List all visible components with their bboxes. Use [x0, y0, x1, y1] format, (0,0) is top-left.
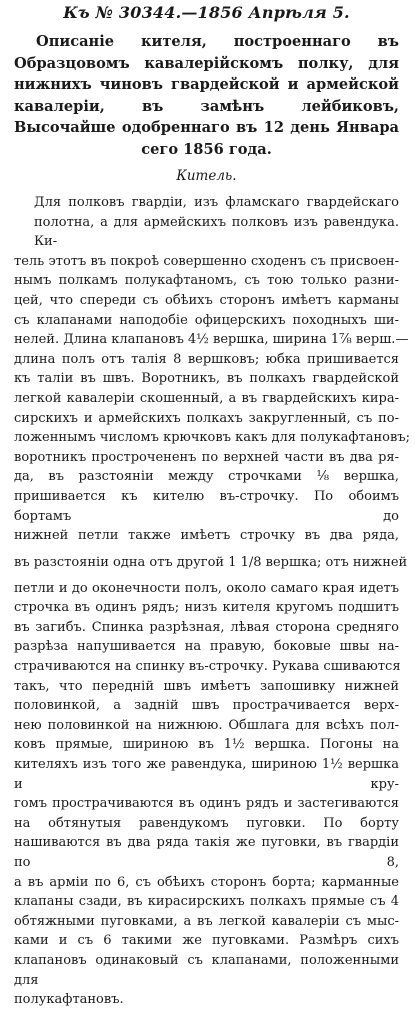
text-line: легкой кавалеріи скошенный, а въ гвардейскихъ кира- [14, 390, 399, 406]
document-header: Къ № 30344.—1856 Апрѣля 5. [63, 3, 350, 22]
text-line: къ таліи въ швъ. Воротникъ, въ полкахъ гвардейской [14, 371, 399, 387]
text-line: полукафтановъ. [14, 992, 124, 1008]
section-subtitle: Китель. [176, 168, 237, 184]
text-line: строчка въ одинъ рядъ; низъ кителя кругомъ подшитъ [14, 600, 399, 616]
text-line: тель этотъ въ покроѣ совершенно сходенъ съ присвоен- [14, 253, 399, 269]
text-line: а въ арміи по 6, съ обѣихъ сторонъ борта; карманные [14, 874, 399, 890]
text-line: въ разстояніи одна отъ другой 1 1/8 вершка; отъ нижней [14, 554, 408, 570]
text-line: нею половинкой на нижнюю. Обшлага для всѣхъ пол- [14, 717, 399, 733]
text-line: да, въ разстояніи между строчками ⅛ вершка, пришивается къ кителю въ-строчку. По обоимъ бортамъ до [14, 469, 399, 524]
text-line: цей, что спереди съ обѣихъ сторонъ имѣетъ карманы [14, 292, 399, 308]
text-line: нымъ полкамъ полукафтаномъ, съ тою только разни- [14, 273, 399, 289]
text-line: такъ, что передній швъ имѣетъ запошивку нижней половинкой, а задній швъ прострачивается верх- [14, 678, 399, 714]
document-body [14, 193, 410, 1010]
document-title: Описаніе кителя, построеннаго въ Образцовомъ кавалерійскомъ полку, для нижнихъ чиновъ гвардейской и армейской кавалеріи, въ замѣнъ лейбиковъ, Высочайше одобреннаго въ 12 день Январа сего 1856 года. [14, 33, 399, 158]
text-line: длина полъ отъ талія 8 вершковъ; юбка пришивается [14, 351, 399, 367]
text-line: ками и съ 6 такими же пуговками. Размѣръ сихъ клапановъ одинаковый съ клапанами, положенными для [14, 933, 399, 988]
text-line: нелей. Длина клапановъ 4½ вершка, ширина 1⅞ верш.— [14, 332, 409, 348]
text-line: страчиваются на спинку въ-строчку. Рукава сшиваются [14, 659, 401, 675]
text-line: клапаны сзади, въ кирасирскихъ полкахъ прямые съ 4 [14, 894, 399, 910]
text-line: въ загибъ. Спинка разрѣзная, лѣвая сторона средняго [14, 619, 399, 635]
text-line: съ клапанами наподобіе офицерскихъ походныхъ ши- [14, 312, 399, 328]
text-line: разрѣза напушивается на правую, боковые швы на- [14, 639, 399, 655]
text-line: воротникъ прострочененъ по верхней части въ два ря- [14, 449, 399, 465]
text-line: петли и до оконечности полъ, около самаго края идетъ [14, 580, 399, 596]
text-line: Для полковъ гвардіи, изъ фламскаго гвардейскаго полотна, а для армейскихъ полковъ изъ равендука. Ки- [34, 195, 399, 250]
text-line: нижней петли также имѣетъ строчку въ два ряда, [14, 528, 399, 544]
text-line: сирскихъ и армейскихъ полкахъ закругленный, съ по- [14, 410, 399, 426]
text-line: обтяжными пуговками, а въ легкой кавалеріи съ мыс- [14, 913, 399, 929]
text-line: ковъ прямые, шириною въ 1½ вершка. Погоны на кителяхъ изъ того же равендука, шириною 1½ вершка и кру- [14, 737, 399, 792]
text-line: гомъ прострачиваются въ одинъ рядъ и застегиваются [14, 796, 399, 812]
text-line: ложеннымъ числомъ крючковъ какъ для полукафтановъ; [14, 430, 410, 446]
text-line: на обтянутыя равендукомъ пуговки. По борту нашиваются въ два ряда такія же пуговки, въ гвардіи по 8, [14, 815, 399, 870]
